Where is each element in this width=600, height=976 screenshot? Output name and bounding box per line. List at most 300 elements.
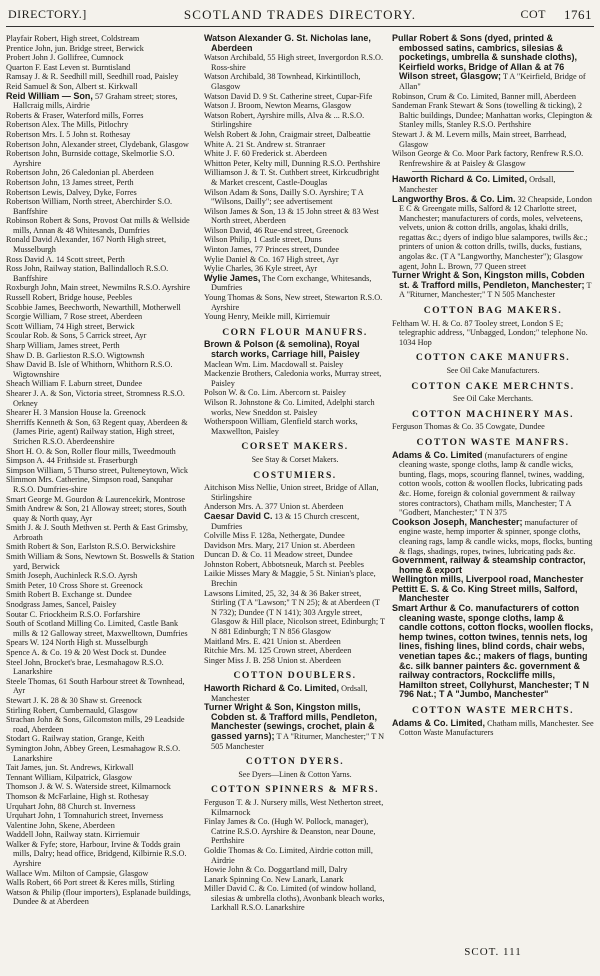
directory-entry <box>204 168 386 187</box>
directory-entry <box>204 53 386 72</box>
directory-entry <box>204 140 386 150</box>
directory-entry <box>392 604 594 700</box>
directory-entry <box>6 763 196 773</box>
header-title: SCOTLAND TRADES DIRECTORY. <box>183 7 417 22</box>
entry-details: Smith Robert & Son, Earlston R.S.O. Berwickshire <box>6 542 176 552</box>
entry-details: Reid Samuel & Son, Albert st. Kirkwall <box>6 81 138 91</box>
directory-entry <box>6 34 196 44</box>
directory-entry <box>6 111 196 121</box>
entry-details: Watson Archibald, 38 Townhead, Kirkintilloch, Glasgow <box>204 72 361 91</box>
entry-details: Robertson William, North street, Aberchirder S.O. Banffshire <box>6 197 173 216</box>
directory-entry <box>204 34 386 53</box>
entry-details: Whitton Peter, Kelty mill, Dunning R.S.O. Perthshire <box>204 158 381 168</box>
entry-details: Symington John, Abbey Green, Lesmahagow R.S.O. Lanarkshire <box>6 743 181 763</box>
directory-entry <box>204 312 386 322</box>
directory-entry <box>6 168 196 178</box>
entry-details: Laikie Misses Mary & Maggie, 5 St. Ninian's place, Brechin <box>204 569 376 589</box>
entry-details: 57 Graham street; stores, Hallcraig mills, Airdrie <box>13 91 178 111</box>
entry-details: 32 Cheapside, London E C & Greengate mills, Salford & 12 Charlotte street, Manchester; manufacturers of cords, moles, velveteens, velvets, union & cotton drills, angolas, khaki drills, regattas &c.; dyers of indigo blue salampores, twills &c.; printers of union & cotton drills, twills, ducks, fustians, angolas &c. (T A "Langworthy, Manchester"); Glasgow agent, John L. Brown, 77 Queen street <box>399 194 593 271</box>
entry-details: Ordsall, Manchester <box>211 684 368 703</box>
entry-details: Wilson David, 46 Rue-end street, Greenock <box>204 225 349 235</box>
entry-details: Singer Miss J. B. 258 Union st. Aberdeen <box>204 655 342 665</box>
entry-details: Robertson Lewis, Dalvey, Dyke, Forres <box>6 187 137 197</box>
entry-name: Watson Alexander G. St. Nicholas lane, Aberdeen <box>204 33 371 53</box>
listing-group <box>392 451 594 700</box>
entry-details: 13 & 15 Church crescent, Dumfries <box>211 511 360 531</box>
entry-name: Langworthy Bros. & Co. Lim. <box>392 193 516 204</box>
entry-name: Caesar David C. <box>204 510 273 521</box>
directory-entry <box>204 483 386 502</box>
entry-details: Finlay James & Co. (Hugh W. Pollock, manager), Catrine R.S.O. Ayrshire & Deanston, near Doune, Perthshire <box>204 817 376 846</box>
directory-entry <box>6 72 196 82</box>
directory-entry <box>6 197 196 216</box>
section-heading: COTTON WASTE MERCHTS. <box>411 705 575 716</box>
directory-entry <box>204 72 386 91</box>
entry-details: Miller David C. & Co. Limited (of window holland, silesias & umbrella cloths), Avonbank bleach works, Larkhall R.S.O. Lanarkshire <box>204 884 385 913</box>
directory-entry <box>204 531 386 541</box>
directory-entry <box>204 637 386 647</box>
directory-entry <box>6 303 196 313</box>
entry-name: Haworth Richard & Co. Limited, <box>204 683 340 693</box>
entry-details: Soutar C. Friockheim R.S.O. Forfarshire <box>6 609 141 619</box>
entry-details: Urquhart John, 1 Tomnahurich street, Inverness <box>6 811 164 821</box>
entry-details: Robertson Alex. The Mills, Pitlochry <box>6 120 129 130</box>
entry-details: T A "Keirfield, Bridge of Allan" <box>399 72 586 91</box>
directory-entry <box>204 550 386 560</box>
entry-details: Feltham W. H. & Co. 87 Tooley street, London S E; telegraphic address, "Unbagged, London;" telephone No. 1034 Hop <box>392 318 588 347</box>
entry-details: Thomson & McFarlaine, High st. Rothesay <box>6 791 149 801</box>
directory-entry <box>6 869 196 879</box>
entry-details: Stewart J. & M. Levern mills, Main street, Barrhead, Glasgow <box>392 129 567 149</box>
entry-details: Strachan John & Sons, Gilcomston mills, 29 Leadside road, Aberdeen <box>6 715 185 734</box>
entry-details: Young Henry, Meikle mill, Kirriemuir <box>204 312 331 322</box>
entry-details: Simpson William, 5 Thurso street, Pulteneytown, Wick <box>6 465 188 475</box>
directory-entry <box>6 802 196 812</box>
entry-details: Sandeman Frank Stewart & Sons (towelling & ticking), 2 Baltic buildings, Dundee; Manhattan works, Clepington & Stanley mills, Stanley R.S.O. Perthshire <box>392 101 593 130</box>
directory-entry <box>392 518 594 556</box>
directory-entry <box>6 542 196 552</box>
entry-details: Ferguson T. & J. Nursery mills, West Netherton street, Kilmarnock <box>204 797 384 817</box>
entry-details: South of Scotland Milling Co. Limited, Castle Bank mills & 12 Galloway street, Maxwelltown, Dumfries <box>6 619 188 638</box>
directory-entry <box>392 195 594 272</box>
directory-entry <box>6 734 196 744</box>
listing-group <box>204 34 386 322</box>
entry-details: Wylie Daniel & Co. 167 High street, Ayr <box>204 254 339 264</box>
directory-entry <box>6 120 196 130</box>
entry-details: Prentice John, jun. Bridge street, Berwick <box>6 43 144 53</box>
entry-name: Wellington mills, Liverpool road, Manchester <box>392 574 584 585</box>
directory-entry <box>392 271 594 300</box>
entry-details: Robertson John, 26 Caledonian pl. Aberdeen <box>6 168 154 178</box>
section-heading: COTTON MACHINERY MAS. <box>411 408 575 420</box>
directory-entry <box>6 53 196 63</box>
directory-entry <box>6 811 196 821</box>
entry-name: Brown & Polson (& semolina), Royal starch works, Carriage hill, Paisley <box>204 339 360 359</box>
page-header <box>6 4 594 27</box>
header-section: COT <box>520 7 546 21</box>
entry-details: Watson & Philip (flour importers), Esplanade buildings, Dundee & at Aberdeen <box>6 887 191 907</box>
entry-details: Tait James, jun. St. Andrews, Kirkwall <box>6 763 134 773</box>
entry-details: Scobbie James, Beechworth, Newarthill, Motherwell <box>6 302 181 312</box>
directory-entry <box>204 817 386 846</box>
directory-entry <box>6 379 196 389</box>
page-number: 1761 <box>564 7 592 22</box>
cross-reference: See Dyers—Linen & Cotton Yarns. <box>238 769 352 779</box>
section-heading: COTTON BAG MAKERS. <box>423 305 563 317</box>
directory-entry <box>392 719 594 738</box>
directory-entry <box>392 585 594 604</box>
directory-entry <box>392 34 594 92</box>
directory-entry <box>204 369 386 388</box>
directory-entry <box>392 175 594 194</box>
directory-entry <box>6 92 196 111</box>
directory-entry <box>392 130 594 149</box>
entry-details: Ordsall, Manchester <box>399 175 556 194</box>
section-heading: COTTON WASTE MANFRS. <box>416 436 570 448</box>
directory-entry <box>6 782 196 792</box>
directory-entry <box>204 589 386 637</box>
entry-details: Urquhart John, 88 Church st. Inverness <box>6 801 136 811</box>
directory-entry <box>6 600 196 610</box>
entry-details: Steel John, Brocket's brae, Lesmahagow R.S.O. Lanarkshire <box>6 657 164 677</box>
entry-name: Haworth Richard & Co. Limited, <box>392 174 528 185</box>
directory-entry <box>6 418 196 447</box>
page-footer: SCOT. 111 <box>464 946 522 958</box>
entry-details: Robinson Robert & Sons, Provost Oat mills & Wellside mills, Annan & 48 Whitesands, Dumfries <box>6 216 190 235</box>
directory-entry <box>6 715 196 734</box>
directory-entry <box>6 63 196 73</box>
directory-entry <box>6 456 196 466</box>
entry-details: Smith Robert B. Exchange st. Dundee <box>6 590 132 600</box>
directory-entry <box>6 495 196 505</box>
entry-details: Valentine John, Skene, Aberdeen <box>6 820 115 830</box>
directory-entry <box>6 648 196 658</box>
directory-entry <box>204 130 386 140</box>
directory-entry <box>6 408 196 418</box>
directory-entry <box>6 677 196 696</box>
directory-entry <box>6 351 196 361</box>
entry-details: Scott William, 74 High street, Berwick <box>6 321 135 331</box>
column-3 <box>392 34 594 738</box>
entry-details: Maitland Mrs. E. 421 Union st. Aberdeen <box>204 636 341 646</box>
directory-entry <box>6 840 196 869</box>
section-heading: CORN FLOUR MANUFRS. <box>222 326 368 338</box>
entry-name: Pullar Robert & Sons (dyed, printed & embossed satins, cambrics, silesias & pocketings, umbrella & sunshade cloths), Keirfield works, Bridge of Allan & at 76 Wilson street, Glasgow; <box>392 33 578 82</box>
entry-details: Robertson John, Burnside cottage, Skelmorlie S.O. Ayrshire <box>6 149 175 168</box>
header-left: DIRECTORY.] <box>8 7 87 21</box>
directory-entry <box>204 541 386 551</box>
entry-details: Quarton F. East Leven st. Burntisland <box>6 62 131 72</box>
entry-details: Sherriffs Kenneth & Son, 63 Regent quay, Aberdeen & (James Pirie, agent) Railway station, High street, Strichen R.S.O. Aberdeenshire <box>6 417 188 446</box>
cross-reference: See Oil Cake Manufacturers. <box>446 366 540 375</box>
entry-details: Smith William & Sons, Newtown St. Boswells & Station yard, Berwick <box>6 552 195 571</box>
directory-entry <box>6 216 196 235</box>
entry-details: Polson W. & Co. Lim. Abercorn st. Paisley <box>204 388 346 398</box>
directory-entry <box>204 884 386 913</box>
entry-details: Goldie Thomas & Co. Limited, Airdrie cotton mill, Airdrie <box>204 845 373 865</box>
listing-group <box>392 719 594 738</box>
directory-entry <box>204 846 386 865</box>
directory-entry <box>6 255 196 265</box>
directory-entry <box>392 92 594 102</box>
column-2 <box>204 34 386 913</box>
entry-name: Pettitt E. S. & Co. King Street mills, Salford, Manchester <box>392 583 578 604</box>
directory-entry <box>204 388 386 398</box>
entry-details: Robertson Mrs. I. 5 John st. Rothesay <box>6 129 131 139</box>
directory-entry <box>6 821 196 831</box>
entry-details: Wylie Charles, 36 Kyle street, Ayr <box>204 264 318 274</box>
directory-entry <box>6 744 196 763</box>
entry-details: Ramsay J. & R. Seedhill mill, Seedhill road, Paisley <box>6 72 179 82</box>
directory-entry <box>6 792 196 802</box>
directory-entry <box>204 235 386 245</box>
directory-entry <box>392 319 594 348</box>
directory-entry <box>204 560 386 570</box>
directory-entry <box>204 340 386 359</box>
entry-name: Turner Wright & Son, Kingston mills, Cobden st. & Trafford mills, Pendleton, Manchester; <box>392 270 585 290</box>
entry-details: Lanark Spinning Co. New Lanark, Lanark <box>204 874 344 884</box>
entry-details: Ferguson Thomas & Co. 35 Cowgate, Dundee <box>392 422 545 432</box>
entry-details: Short H. O. & Son, Roller flour mills, Tweedmouth <box>6 446 176 456</box>
directory-entry <box>6 475 196 494</box>
listing-group <box>392 319 594 348</box>
entry-details: Mackenzie Brothers, Caledonia works, Murray street, Paisley <box>204 369 382 388</box>
directory-entry <box>6 878 196 888</box>
directory-entry <box>6 188 196 198</box>
directory-entry <box>6 44 196 54</box>
entry-details: Thomson J. & W. S. Waterside street, Kilmarnock <box>6 782 171 792</box>
directory-entry <box>204 798 386 817</box>
directory-entry <box>6 149 196 168</box>
entry-details: Roxburgh John, Main street, Newmilns R.S.O. Ayrshire <box>6 283 191 293</box>
entry-details: Davidson Mrs. Mary, 217 Union st. Aberdeen <box>204 540 355 550</box>
directory-entry <box>204 92 386 102</box>
entry-details: Shearer H. 3 Mansion House la. Greenock <box>6 408 146 418</box>
entry-name: Smart Arthur & Co. manufacturers of cotton cleaning waste, sponge cloths, lamp & candle cottons, cotton flocks, woollen flocks, hemp twines, cotton twines, tennis nets, log lines, fishing lines, blind cords, chair webs, venetian tapes &c.; makers of flags, bunting &c. silk banner painters &c. government & railway contractors, Rockcliffe mills, Hamilton street, Collyhurst, Manchester; T N 796 Nat.; T A "Jumbo, Manchester" <box>392 603 594 700</box>
entry-name: Adams & Co. Limited, <box>392 717 486 728</box>
directory-entry <box>6 293 196 303</box>
entry-details: Robinson, Crum & Co. Limited, Banner mill, Aberdeen <box>392 91 577 101</box>
entry-details: Watson Archibald, 55 High street, Invergordon R.S.O. Ross-shire <box>204 53 384 72</box>
directory-entry <box>392 556 594 575</box>
entry-name: Reid William — Son, <box>6 90 93 101</box>
section-heading: COTTON DOUBLERS. <box>233 670 357 682</box>
entry-details: Waddell John, Railway statn. Kirriemuir <box>6 830 140 840</box>
directory-entry <box>204 245 386 255</box>
directory-entry <box>6 341 196 351</box>
entry-details: Aitchison Miss Nellie, Union street, Bridge of Allan, Stirlingshire <box>204 483 379 502</box>
directory-entry <box>6 447 196 457</box>
entry-details: Russell Robert, Bridge house, Peebles <box>6 293 133 303</box>
directory-entry <box>6 706 196 716</box>
entry-name: Adams & Co. Limited <box>392 449 483 460</box>
listing-group <box>6 34 196 907</box>
entry-details: Shearer J. A. & Son, Victoria street, Stromness R.S.O. Orkney <box>6 388 185 408</box>
section-heading: COTTON CAKE MANUFRS. <box>415 352 571 364</box>
entry-details: Probert John J. Gollifree, Cumnock <box>6 53 124 63</box>
section-heading: COTTON DYERS. <box>245 756 345 768</box>
entry-details: Chatham mills, Manchester. See Cotton Waste Manufacturers <box>399 718 594 738</box>
entry-details: Slimmon Mrs. Catherine, Simpson road, Sanquhar R.S.O. Dumfries-shire <box>6 475 173 494</box>
column-1 <box>6 34 196 907</box>
entry-details: Ross John, Railway station, Ballindalloch R.S.O. Banffshire <box>6 264 169 283</box>
entry-name: Cookson Joseph, Manchester; <box>392 516 523 527</box>
divider <box>412 171 574 172</box>
directory-entry <box>204 656 386 666</box>
directory-entry <box>204 293 386 312</box>
directory-entry <box>204 207 386 226</box>
entry-details: Wilson Adam & Sons, Dailly S.O. Ayrshire; T A "Wilsons, Dailly"; see advertisement <box>204 187 364 207</box>
section-heading: CORSET MAKERS. <box>241 441 349 453</box>
entry-name: Government, railway & steamship contractor, home & export <box>392 555 586 575</box>
directory-entry <box>6 130 196 140</box>
directory-entry <box>392 149 594 168</box>
cross-reference: See Oil Cake Merchants. <box>453 394 533 404</box>
directory-entry <box>6 658 196 677</box>
entry-details: Scoular Rob. & Sons, 5 Carrick street, Ayr <box>6 331 147 341</box>
directory-entry <box>204 274 386 293</box>
cross-reference: See Stay & Corset Makers. <box>251 454 339 464</box>
listing-group <box>204 483 386 665</box>
entry-details: Stodart G. Railway station, Grange, Keith <box>6 734 145 744</box>
entry-details: Watson David D. 9 St. Catherine street, Cupar-Fife <box>204 91 373 101</box>
directory-entry <box>204 226 386 236</box>
entry-details: White J. F. 60 Frederick st. Aberdeen <box>204 149 327 159</box>
entry-details: Duncan D. & Co. 11 Meadow street, Dundee <box>204 550 353 560</box>
entry-details: Lawsons Limited, 25, 32, 34 & 36 Baker street, Stirling (T A "Lawson;" T N 25); & at Aberdeen (T N 732); Dundee (T N 141); 303 Argyle street, Glasgow & Hill place, Nicolson street, Edinburgh; T N 881 Edinburgh; T N 856 Glasgow <box>204 588 385 637</box>
directory-entry <box>204 101 386 111</box>
entry-details: Playfair Robert, High street, Coldstream <box>6 34 140 43</box>
entry-details: Walker & Fyfe; store, Harbour, Irvine & Todds grain mills, Dalry; head office, Bridgend, Kilbirnie R.S.O. Ayrshire <box>6 839 187 869</box>
directory-entry <box>204 417 386 436</box>
directory-entry <box>6 178 196 188</box>
directory-entry <box>204 111 386 130</box>
entry-details: Watson Robert, Ayrshire mills, Alva & ... R.S.O. Stirlingshire <box>204 110 365 130</box>
entry-details: Wilson George & Co. Moor Park factory, Renfrew R.S.O. Renfrewshire & at Paisley & Glasgow <box>392 149 584 168</box>
entry-details: T A "Riturner, Manchester;" T N 505 Manchester <box>399 280 592 300</box>
entry-details: Winton James, 77 Princes street, Dundee <box>204 245 340 255</box>
entry-details: Anderson Mrs. A. 377 Union st. Aberdeen <box>204 502 344 512</box>
entry-details: Watson J. Broom, Newton Mearns, Glasgow <box>204 101 352 111</box>
directory-entry <box>392 101 594 130</box>
entry-details: Sheach William F. Laburn street, Dundee <box>6 379 143 389</box>
entry-details: Wilson James & Son, 13 & 15 John street & 83 West North street, Aberdeen <box>204 206 379 226</box>
entry-details: Wotherspoon William, Glenfield starch works, Maxwellton, Paisley <box>204 417 358 436</box>
entry-details: Walls Robert, 66 Port street & Keres mills, Stirling <box>6 878 175 888</box>
directory-entry <box>6 360 196 379</box>
entry-details: Shaw D. B. Garlieston R.S.O. Wigtownsh <box>6 350 145 360</box>
directory-entry <box>204 703 386 751</box>
directory-entry <box>6 571 196 581</box>
directory-entry <box>6 619 196 638</box>
entry-details: Young Thomas & Sons, New street, Stewarton R.S.O. Ayrshire <box>204 293 383 312</box>
directory-entry <box>392 422 594 432</box>
entry-details: Colville Miss F. 128a, Nethergate, Dundee <box>204 531 345 541</box>
listing-group <box>392 34 594 168</box>
directory-entry <box>204 646 386 656</box>
entry-name: Wylie James, <box>204 272 261 283</box>
directory-entry <box>6 610 196 620</box>
entry-details: Steele Thomas, 61 South Harbour street & Townhead, Ayr <box>6 676 185 696</box>
entry-details: Spence A. & Co. 19 & 20 West Dock st. Dundee <box>6 648 167 657</box>
directory-entry <box>6 590 196 600</box>
directory-entry <box>6 322 196 332</box>
entry-details: Scorgie William, 7 Rose street, Aberdeen <box>6 312 143 322</box>
entry-details: Williamson J. & T. St. Cuthbert street, Kirkcudbright & Market crescent, Castle-Douglas <box>204 168 380 187</box>
directory-entry <box>6 696 196 706</box>
entry-details: Shaw David B. Isle of Whithorn, Whithorn R.S.O. Wigtownshire <box>6 360 173 379</box>
directory-entry <box>204 865 386 875</box>
entry-details: Maclean Wm. Lim. Macdowall st. Paisley <box>204 359 344 369</box>
entry-details: Tennant William, Kilpatrick, Glasgow <box>6 772 133 782</box>
directory-entry <box>392 451 594 518</box>
entry-details: Robertson John, 13 James street, Perth <box>6 177 134 187</box>
entry-details: Spears W. 124 North High st. Musselburgh <box>6 638 148 648</box>
entry-details: Smart George M. Gourdon & Laurencekirk, Montrose <box>6 494 186 504</box>
directory-entry <box>6 581 196 591</box>
directory-entry <box>6 888 196 907</box>
directory-entry <box>6 830 196 840</box>
directory-entry <box>6 235 196 254</box>
directory-entry <box>6 638 196 648</box>
entry-name: Turner Wright & Son, Kingston mills, Cobden st. & Trafford mills, Pendleton, Manchester (sewings, crochet, plain & gassed yarns); <box>204 702 378 741</box>
directory-entry <box>6 504 196 523</box>
directory-entry <box>6 312 196 322</box>
section-heading: COSTUMIERS. <box>253 469 337 481</box>
entry-details: Smith Peter, 10 Cross Shore st. Greenock <box>6 580 143 590</box>
entry-details: Smith Andrew & Son, 21 Alloway street; stores, South quay & North quay, Ayr <box>6 504 187 523</box>
entry-details: Howie John & Co. Doggartland mill, Dalry <box>204 865 348 875</box>
entry-details: Sharp William, James street, Perth <box>6 341 120 350</box>
entry-details: Ritchie Mrs. M. 125 Crown street, Aberdeen <box>204 646 352 656</box>
entry-details: Roberts & Fraser, Waterford mills, Forres <box>6 110 144 120</box>
directory-entry <box>204 512 386 531</box>
directory-entry <box>6 773 196 783</box>
entry-details: T A "Riturner, Manchester;" T N 505 Manchester <box>211 731 385 751</box>
directory-entry <box>204 255 386 265</box>
entry-details: Wilson R. Johnstone & Co. Limited, Adelphi starch works, New Sneddon st. Paisley <box>204 397 375 417</box>
section-heading: COTTON SPINNERS & MFRS. <box>210 784 380 796</box>
listing-group <box>392 422 594 432</box>
directory-entry <box>6 389 196 408</box>
entry-details: (manufacturers of engine cleaning waste, sponge cloths, lamp & candle wicks, bunting, flags, mops, scouring flannel, twines, wadding, cotton wools, cotton & woollen flocks, lubricating pads &c. Home, foreign & colonial government & railway stores contractors), Chatham mills, Manchester; T A "Godbert, Manchester;" T N 375 <box>399 450 585 518</box>
entry-details: Smith Joseph, Auchinleck R.S.O. Ayrsh <box>6 571 138 581</box>
directory-entry <box>204 398 386 417</box>
directory-entry <box>204 188 386 207</box>
listing-group <box>204 340 386 436</box>
directory-entry <box>6 466 196 476</box>
directory-entry <box>204 159 386 169</box>
listing-group <box>204 684 386 751</box>
listing-group <box>204 798 386 913</box>
entry-details: Smith J. & J. South Methven st. Perth & East Grimsby, Arbroath <box>6 523 188 542</box>
directory-entry <box>204 684 386 703</box>
directory-entry <box>6 552 196 571</box>
entry-details: Snodgrass James, Sancel, Paisley <box>6 600 117 610</box>
entry-details: Stewart J. K. 28 & 30 Shaw st. Greenock <box>6 695 142 705</box>
entry-details: Wallace Wm. Milton of Campsie, Glasgow <box>6 868 149 878</box>
listing-group <box>392 175 594 300</box>
entry-details: Ross David A. 14 Scott street, Perth <box>6 254 125 264</box>
directory-entry <box>204 360 386 370</box>
entry-details: White A. 21 St. Andrew st. Stranraer <box>204 139 326 149</box>
entry-details: Stirling Robert, Cumbernauld, Glasgow <box>6 705 138 715</box>
entry-details: Johnston Robert, Abbotsneuk, March st. Peebles <box>204 559 364 569</box>
entry-details: Robertson John, Alexander street, Clydebank, Glasgow <box>6 139 189 149</box>
directory-entry <box>6 140 196 150</box>
entry-details: Ronald David Alexander, 167 North High street, Musselburgh <box>6 235 167 255</box>
entry-details: Wilson Philip, 1 Castle street, Duns <box>204 235 322 245</box>
